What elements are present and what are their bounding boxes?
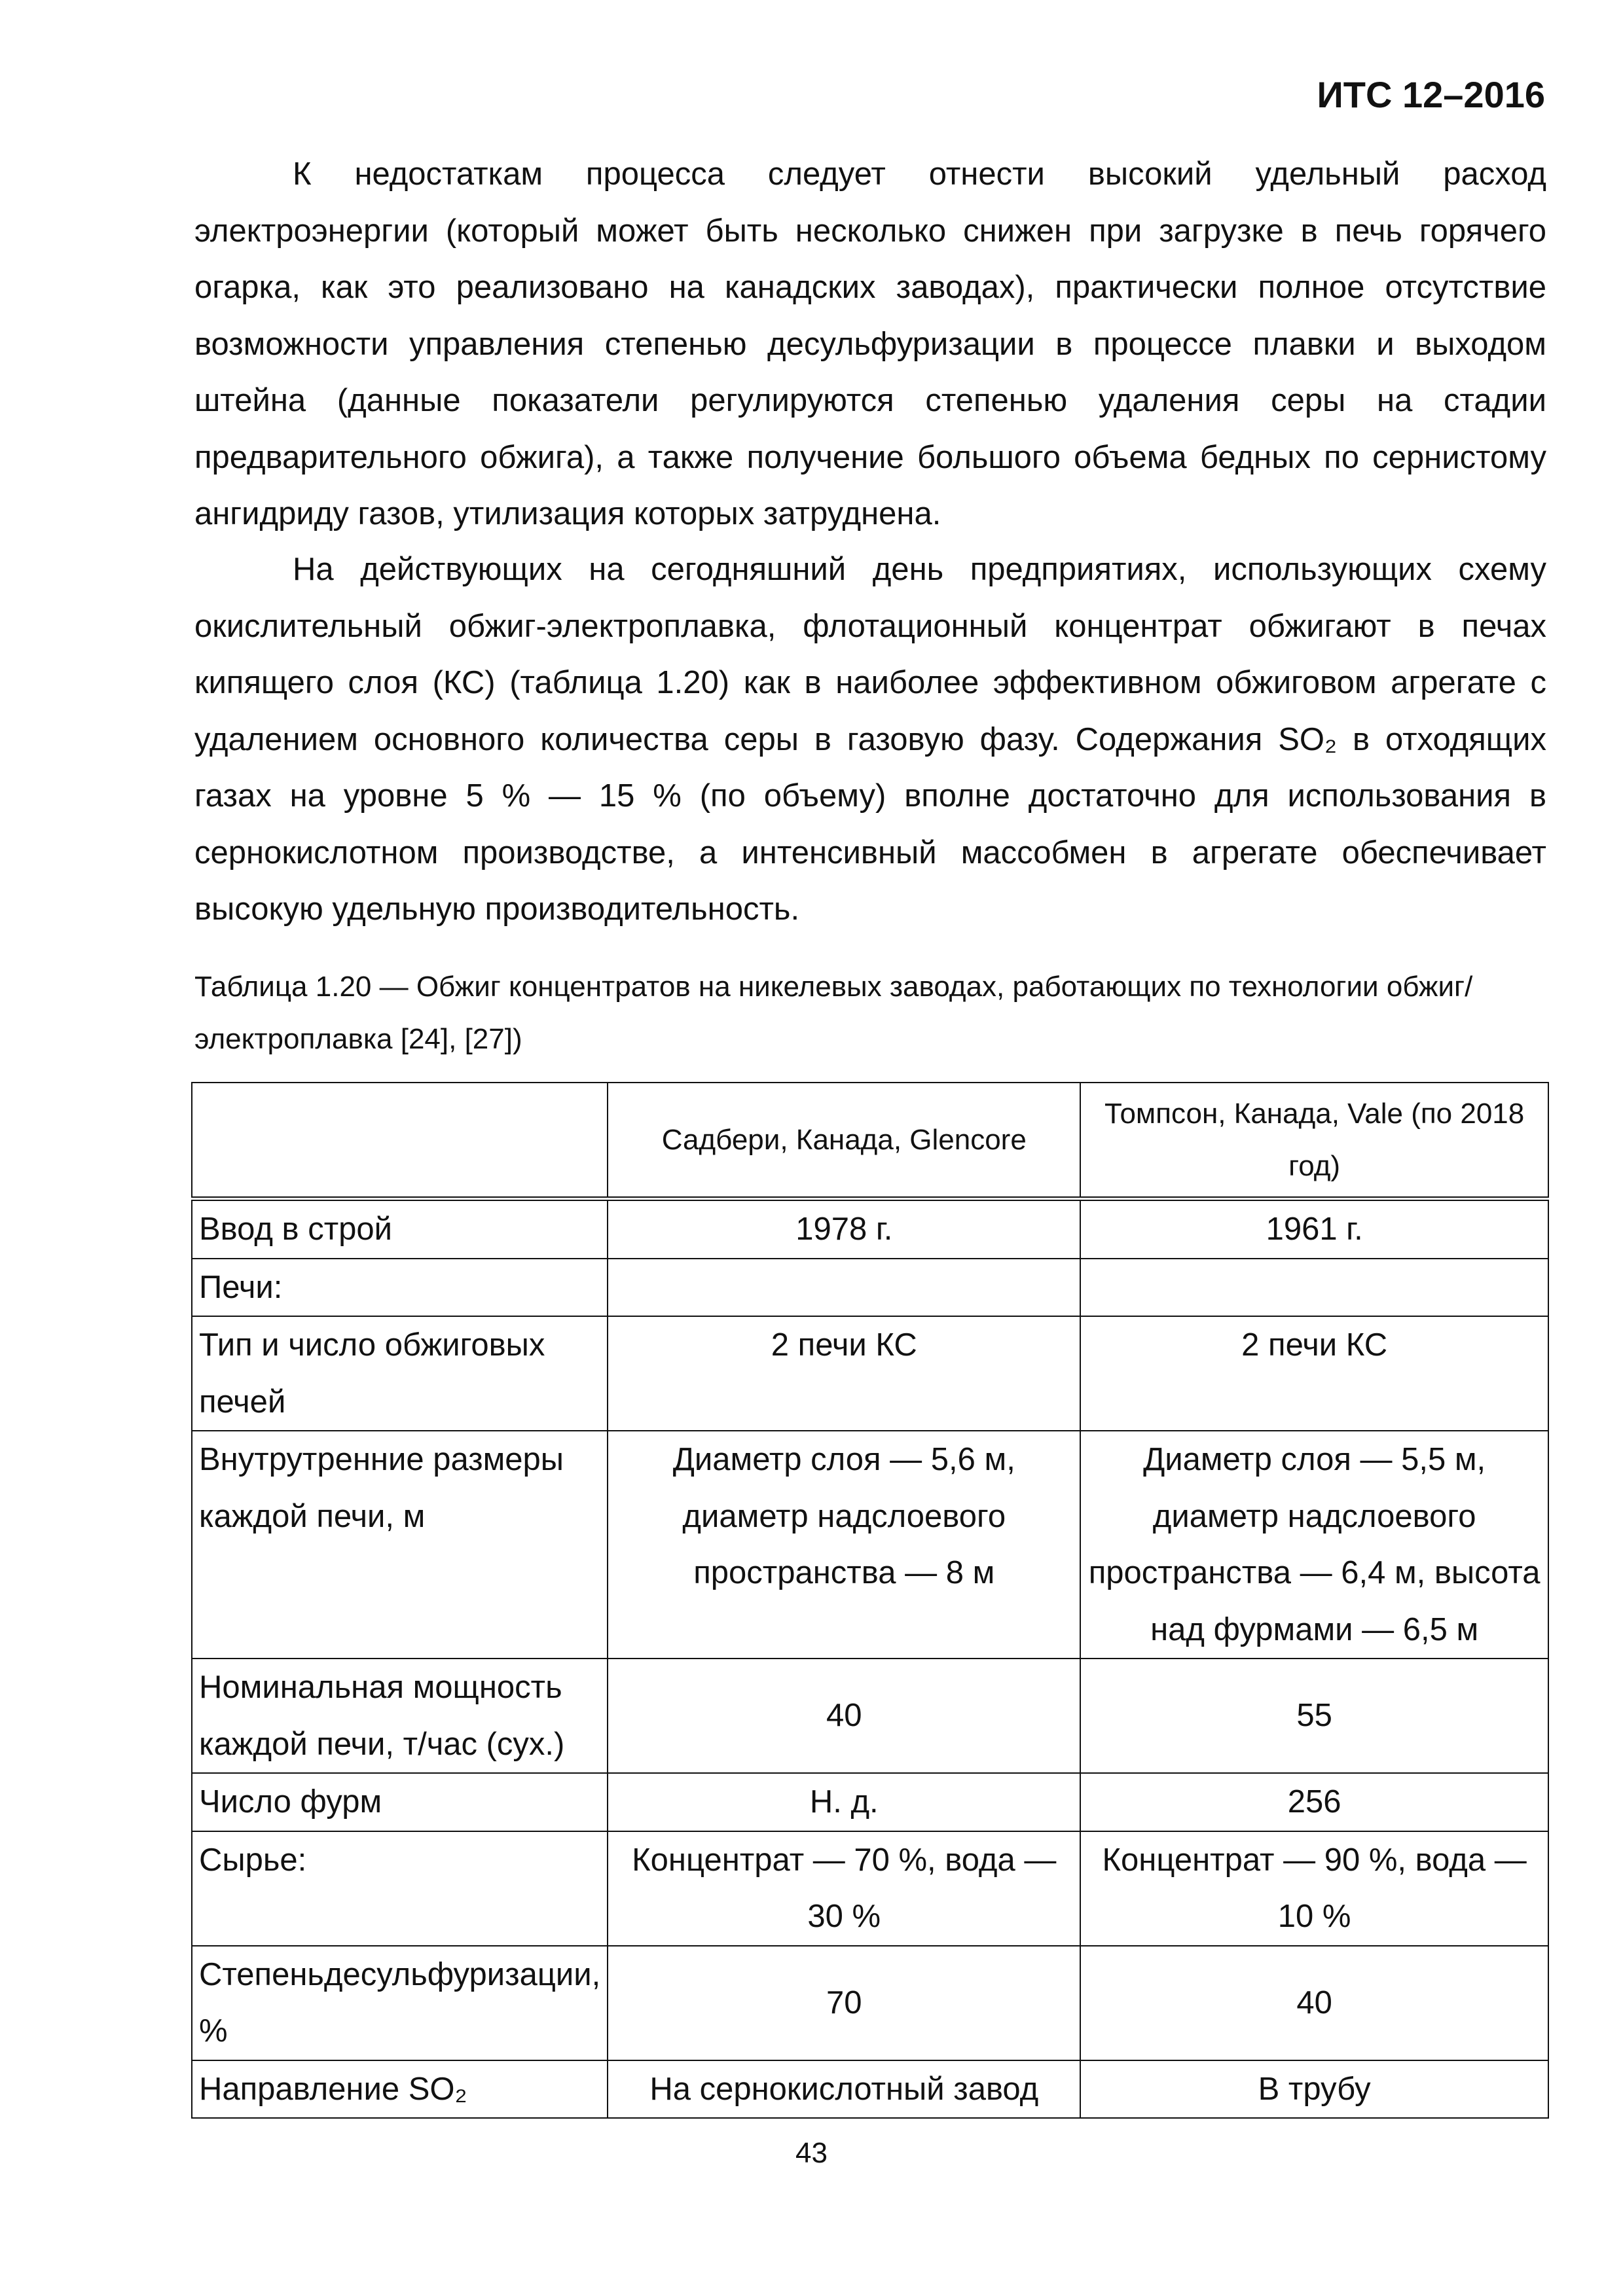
row-label: Число фурм [192, 1773, 608, 1831]
table-row [192, 1199, 1548, 1259]
table-row [192, 1773, 1548, 1831]
cell-thompson: В трубу [1080, 2060, 1548, 2119]
cell-thompson: Диаметр слоя — 5,5 м, диаметр надслоевого пространства — 6,4 м, высота над фурмами — 6,5 м [1080, 1431, 1548, 1659]
cell-sudbury: На сернокислотный завод [608, 2060, 1080, 2119]
row-label: Ввод в строй [192, 1199, 608, 1259]
row-label: Направление SO₂ [192, 2060, 608, 2119]
row-label: Внутрутренние размеры каждой печи, м [192, 1431, 608, 1659]
cell-thompson: 256 [1080, 1773, 1548, 1831]
cell-thompson: 40 [1080, 1946, 1548, 2060]
table-row [192, 2060, 1548, 2119]
header-cell-sudbury: Садбери, Канада, Glencore [608, 1083, 1080, 1199]
cell-sudbury: 2 печи КС [608, 1316, 1080, 1431]
row-label: Печи: [192, 1259, 608, 1317]
cell-thompson: Концентрат — 90 %, вода — 10 % [1080, 1831, 1548, 1946]
cell-sudbury [608, 1259, 1080, 1317]
paragraph: На действующих на сегодняшний день предприятиях, использующих схему окислительный обжиг-электроплавка, флотационный концентрат обжигают в печах кипящего слоя (КС) (таблица 1.20) как в наиболее эффективном обжиговом агрегате с удалением основного количества серы в газовую фазу. Содержания SO₂ в отходящих газах на уровне 5 % — 15 % (по объему) вполне достаточно для использования в сернокислотном производстве, а интенсивный массобмен в агрегате обеспечивает высокую удельную производительность. [194, 552, 1546, 927]
cell-sudbury: Концентрат — 70 %, вода — 30 % [608, 1831, 1080, 1946]
cell-sudbury: 1978 г. [608, 1199, 1080, 1259]
page-number: 43 [795, 2137, 828, 2169]
table-row [192, 1431, 1548, 1659]
cell-sudbury: 40 [608, 1659, 1080, 1773]
data-table [191, 1082, 1549, 2119]
cell-sudbury: Н. д. [608, 1773, 1080, 1831]
table-row [192, 1259, 1548, 1317]
table-header-row [192, 1083, 1548, 1199]
cell-sudbury: Диаметр слоя — 5,6 м, диаметр надслоевого пространства — 8 м [608, 1431, 1080, 1659]
table-row [192, 1831, 1548, 1946]
document-code: ИТС 12–2016 [1317, 74, 1545, 115]
table-caption: Таблица 1.20 — Обжиг концентратов на никелевых заводах, работающих по технологии обжиг/электроплавка [24], [27]) [194, 971, 1473, 1055]
row-label: Степеньдесульфуризации, % [192, 1946, 608, 2060]
cell-thompson: 55 [1080, 1659, 1548, 1773]
row-label: Сырье: [192, 1831, 608, 1946]
row-label: Номинальная мощность каждой печи, т/час (сух.) [192, 1659, 608, 1773]
cell-thompson: 1961 г. [1080, 1199, 1548, 1259]
table-row [192, 1659, 1548, 1773]
table-row [192, 1946, 1548, 2060]
body-text-1 [194, 146, 1546, 543]
body-text-2 [194, 541, 1546, 938]
row-label: Тип и число обжиговых печей [192, 1316, 608, 1431]
cell-sudbury: 70 [608, 1946, 1080, 2060]
table-row [192, 1316, 1548, 1431]
cell-thompson: 2 печи КС [1080, 1316, 1548, 1431]
cell-thompson [1080, 1259, 1548, 1317]
paragraph: К недостаткам процесса следует отнести высокий удельный расход электроэнергии (который может быть несколько снижен при загрузке в печь горячего огарка, как это реализовано на канадских заводах), практически полное отсутствие возможности управления степенью десульфуризации в процессе плавки и выходом штейна (данные показатели регулируются степенью удаления серы на стадии предварительного обжига), а также получение большого объема бедных по сернистому ангидриду газов, утилизация которых затруднена. [194, 156, 1546, 531]
header-cell-thompson: Томпсон, Канада, Vale (по 2018 год) [1080, 1083, 1548, 1199]
header-cell-empty [192, 1083, 608, 1199]
